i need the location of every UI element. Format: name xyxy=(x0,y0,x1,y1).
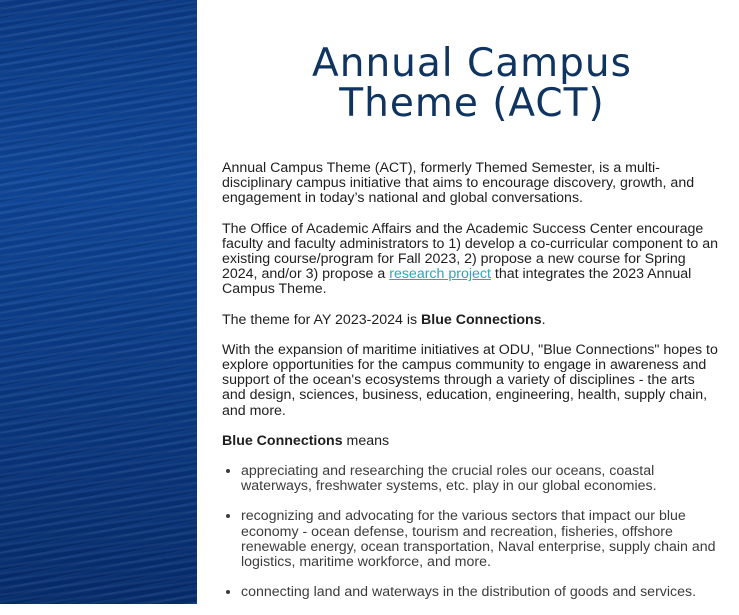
page-title xyxy=(222,41,722,126)
offices-text-before: The Office of Academic Affairs and the Academic Success Center encourage faculty and faculty administrators to 1) develop a co-curricular component to an existing course/program for Fall 2023, 2) propose a new course for Spring 2024, and/or 3) propose a xyxy=(222,220,719,283)
theme-paragraph xyxy=(222,313,722,328)
list-item: • connecting land and waterways in the distribution of goods and services. xyxy=(241,585,722,600)
page-title-line-2: Theme (ACT) xyxy=(339,81,605,126)
intro-paragraph: Annual Campus Theme (ACT), formerly Themed Semester, is a multi-disciplinary campus initiative that aims to encourage discovery, growth, and engagement in today’s national and global conversations. xyxy=(222,160,695,207)
expansion-paragraph: With the expansion of maritime initiatives at ODU, "Blue Connections" hopes to explore opportunities for the campus community to engage in awareness and support of the ocean's ecosystems through a variety of disciplines - the arts and design, sciences, business, education, engineering, health, supply chain, and more. xyxy=(222,341,718,419)
page-title-line-1: Annual Campus xyxy=(312,41,632,86)
theme-prefix: The theme for AY 2023-2024 is xyxy=(222,311,422,328)
ocean-image xyxy=(0,0,197,604)
means-rest: means xyxy=(342,432,390,449)
list-item: • recognizing and advocating for the various sectors that impact our blue economy - ocean defense, tourism and recreation, fisheries, offshore renewable energy, ocean transportation, Naval enterprise, supply chain and logistics, maritime workforce, and more. xyxy=(241,509,722,570)
list-item: • appreciating and researching the crucial roles our oceans, coastal waterways, freshwater systems, etc. play in our global economies. xyxy=(241,464,722,494)
theme-name: Blue Connections xyxy=(421,311,542,328)
means-list xyxy=(222,464,722,600)
offices-text-after: that integrates the 2023 Annual Campus Theme. xyxy=(222,266,692,298)
main-content xyxy=(222,0,722,615)
means-bold: Blue Connections xyxy=(222,432,343,449)
means-heading xyxy=(222,434,722,449)
theme-suffix: . xyxy=(541,311,546,328)
research-project-link[interactable]: research project xyxy=(389,266,491,283)
offices-paragraph xyxy=(222,222,722,298)
